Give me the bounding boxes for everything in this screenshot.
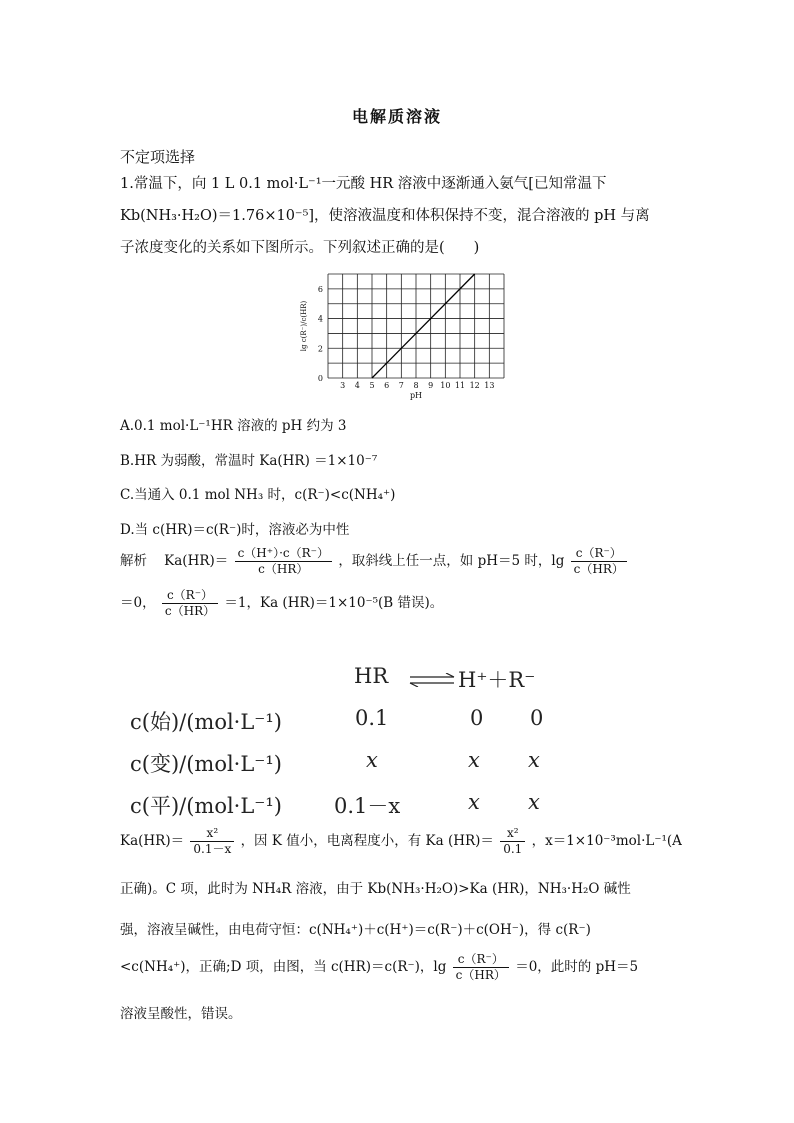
ka-expression: Ka(HR)＝ bbox=[164, 553, 229, 569]
x-tick-label: 13 bbox=[484, 381, 495, 390]
chart-svg bbox=[292, 266, 512, 406]
eq-row-label: c(变)/(mol·L⁻¹) bbox=[130, 752, 283, 776]
analysis-line-2 bbox=[120, 588, 443, 619]
fraction-denominator: c（HR） bbox=[164, 604, 216, 618]
fraction-denominator: c（HR） bbox=[573, 562, 624, 576]
fraction-lg-2 bbox=[453, 952, 509, 983]
eq-row-value: x bbox=[468, 790, 480, 814]
fraction-numerator: c（R⁻） bbox=[453, 952, 509, 968]
eq-row-value: x bbox=[528, 790, 540, 814]
x-tick-label: 8 bbox=[413, 381, 419, 390]
eq-row-value: 0 bbox=[470, 706, 484, 730]
option-c: C.当通入 0.1 mol NH₃ 时，c(R⁻)<c(NH₄⁺) bbox=[120, 487, 396, 503]
option-a: A.0.1 mol·L⁻¹HR 溶液的 pH 约为 3 bbox=[120, 418, 347, 434]
explanation-line-5: 溶液呈酸性，错误。 bbox=[120, 1006, 242, 1022]
eq-row-value: 0.1－x bbox=[334, 794, 401, 818]
x-tick-label: 3 bbox=[340, 381, 346, 390]
x-tick-label: 9 bbox=[428, 381, 434, 390]
explanation-text: Ka(HR)＝ bbox=[120, 833, 185, 849]
analysis-text: ＝0， bbox=[120, 595, 156, 611]
analysis-line-1 bbox=[120, 546, 629, 577]
option-b: B.HR 为弱酸，常温时 Ka(HR) ＝1×10⁻⁷ bbox=[120, 453, 378, 469]
fraction-ka bbox=[235, 546, 332, 577]
eq-row-value: x bbox=[468, 748, 480, 772]
fraction-x2-a bbox=[190, 826, 234, 857]
fraction-denominator: 0.1 bbox=[503, 842, 523, 856]
explanation-text: <c(NH₄⁺)，正确;D 项，由图，当 c(HR)＝c(R⁻)，lg bbox=[120, 959, 447, 975]
fraction-numerator: x² bbox=[500, 826, 525, 842]
y-axis-label: lg c(R⁻)/c(HR) bbox=[300, 300, 308, 352]
y-tick-label: 2 bbox=[317, 344, 323, 354]
x-tick-label: 12 bbox=[469, 381, 480, 390]
section-heading: 不定项选择 bbox=[120, 148, 196, 166]
analysis-text: ，取斜线上任一点，如 pH＝5 时，lg bbox=[338, 553, 565, 569]
fraction-denominator: c（HR） bbox=[258, 562, 309, 576]
eq-row-label: c(平)/(mol·L⁻¹) bbox=[130, 794, 283, 818]
fraction-lg bbox=[571, 546, 627, 577]
explanation-line-4 bbox=[120, 952, 638, 983]
x-tick-label: 4 bbox=[354, 381, 360, 390]
eq-header-right: H⁺＋R⁻ bbox=[458, 668, 536, 692]
explanation-line-1 bbox=[120, 826, 682, 857]
eq-row-value: x bbox=[528, 748, 540, 772]
fraction-numerator: c（R⁻） bbox=[571, 546, 627, 562]
y-tick-label: 0 bbox=[317, 374, 323, 383]
fraction-denominator: c（HR） bbox=[455, 968, 506, 982]
x-tick-label: 10 bbox=[440, 381, 451, 390]
equilibrium-arrow-icon bbox=[408, 672, 456, 691]
option-d: D.当 c(HR)＝c(R⁻)时，溶液必为中性 bbox=[120, 522, 350, 538]
fraction-x2-b bbox=[500, 826, 525, 857]
series-line bbox=[372, 274, 475, 378]
eq-row-value: x bbox=[366, 748, 378, 772]
fraction-numerator: c（R⁻） bbox=[162, 588, 218, 604]
eq-row-value: 0 bbox=[530, 706, 544, 730]
question-line-3: 子浓度变化的关系如下图所示。下列叙述正确的是( ) bbox=[120, 240, 480, 256]
analysis-text: ＝1，Ka (HR)＝1×10⁻⁵(B 错误)。 bbox=[224, 595, 444, 611]
analysis-label: 解析 bbox=[120, 553, 147, 569]
x-axis-label: pH bbox=[409, 391, 423, 400]
y-tick-label: 4 bbox=[317, 314, 323, 324]
explanation-line-2: 正确)。C 项，此时为 NH₄R 溶液，由于 Kb(NH₃·H₂O)>Ka (HR)，NH₃·H₂O 碱性 bbox=[120, 881, 631, 897]
x-tick-label: 7 bbox=[398, 381, 404, 390]
eq-row-value: 0.1 bbox=[355, 706, 389, 730]
question-line-1: 1.常温下，向 1 L 0.1 mol·L⁻¹一元酸 HR 溶液中逐渐通入氨气[已知常温下 bbox=[120, 176, 607, 192]
question-line-2: Kb(NH₃·H₂O)＝1.76×10⁻⁵]，使溶液温度和体积保持不变，混合溶液的 pH 与离 bbox=[120, 208, 650, 224]
y-tick-label: 6 bbox=[317, 284, 323, 294]
x-tick-label: 5 bbox=[369, 381, 375, 390]
x-tick-label: 6 bbox=[384, 381, 390, 390]
explanation-text: ＝0，此时的 pH＝5 bbox=[515, 959, 639, 975]
fraction-numerator: x² bbox=[190, 826, 234, 842]
page-title: 电解质溶液 bbox=[351, 107, 442, 126]
eq-row-label: c(始)/(mol·L⁻¹) bbox=[130, 710, 283, 734]
eq-header-left: HR bbox=[354, 664, 389, 688]
explanation-line-3: 强，溶液呈碱性，由电荷守恒：c(NH₄⁺)＋c(H⁺)＝c(R⁻)＋c(OH⁻)，得 c(R⁻) bbox=[120, 922, 591, 938]
fraction-ratio bbox=[162, 588, 218, 619]
chart bbox=[292, 266, 512, 406]
explanation-text: ，因 K 值小，电离程度小，有 Ka (HR)＝ bbox=[240, 833, 494, 849]
fraction-numerator: c（H⁺）·c（R⁻） bbox=[235, 546, 332, 562]
x-tick-label: 11 bbox=[454, 381, 466, 390]
explanation-text: ，x＝1×10⁻³mol·L⁻¹(A bbox=[531, 833, 682, 849]
fraction-denominator: 0.1－x bbox=[193, 842, 232, 856]
